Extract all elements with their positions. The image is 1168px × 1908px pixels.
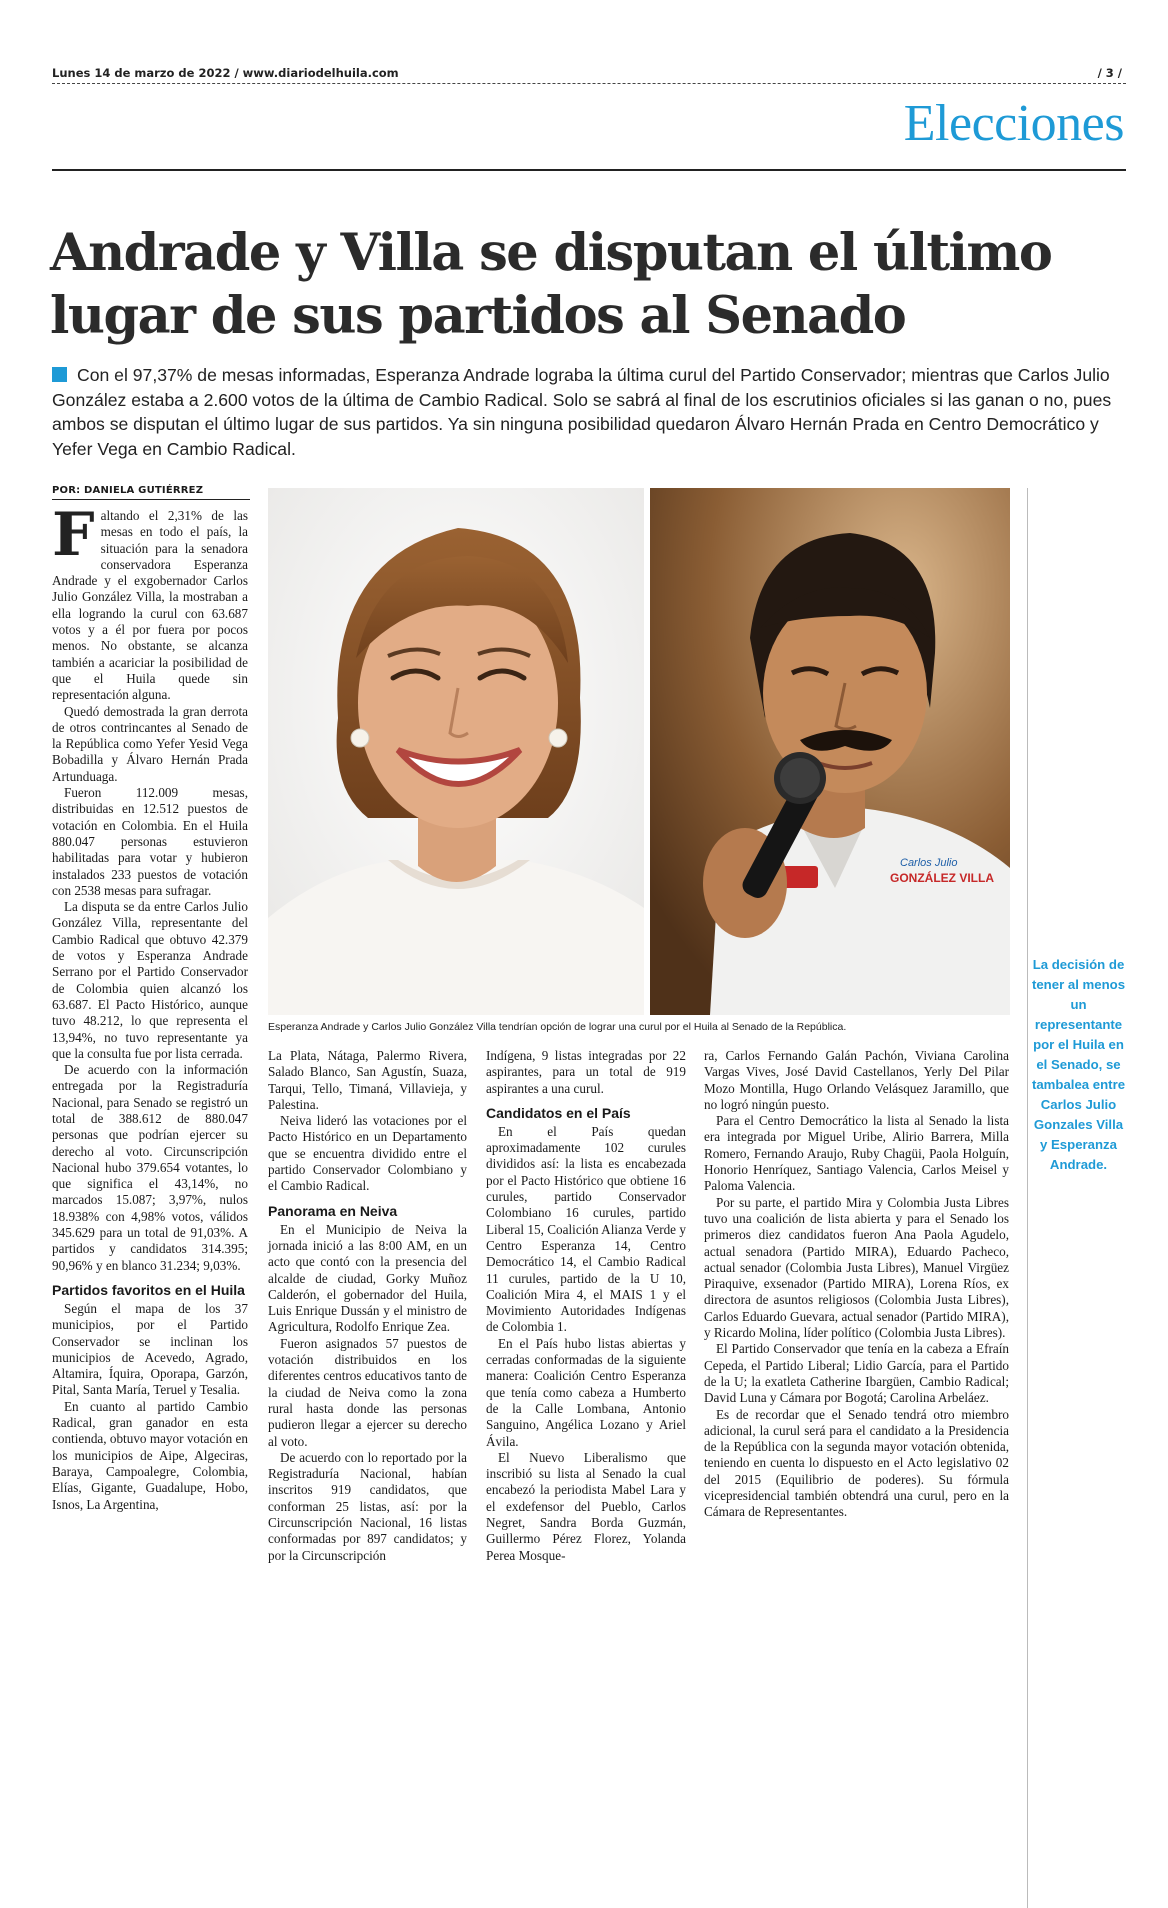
byline: POR: DANIELA GUTIÉRREZ	[52, 485, 250, 500]
paragraph: En el País hubo listas abiertas y cerradas conformadas de la siguiente manera: Coalición Centro Esperanza que tenía como cabeza a Humberto de la Calle Lombana, Antonio Sanguino, Angélica Lozano y Ariel Ávila.	[486, 1335, 686, 1449]
paragraph	[52, 500, 248, 704]
shirt-surname-text: GONZÁLEZ VILLA	[890, 871, 994, 885]
subheading-candidatos-pais: Candidatos en el País	[486, 1104, 631, 1121]
paragraph: Neiva lideró las votaciones por el Pacto Histórico en un Departamento que se encuentra dividido entre el partido Conservador Colombiano y el Cambio Radical.	[268, 1113, 467, 1194]
pull-quote: La decisión de tener al menos un representante por el Huila en el Senado, se tambalea entre Carlos Julio Gonzales Villa y Esperanza Andrade.	[1031, 957, 1126, 1172]
article-column-4	[704, 1048, 1009, 1521]
header-dashed-divider	[52, 83, 1126, 84]
header-meta: Lunes 14 de marzo de 2022 / www.diariodelhuila.com	[52, 66, 399, 80]
section-title: Elecciones	[903, 95, 1124, 152]
article-column-2	[268, 1048, 467, 1564]
subheading-panorama-neiva: Panorama en Neiva	[268, 1202, 398, 1219]
paragraph: El Nuevo Liberalismo que inscribió su lista al Senado la cual encabezó la periodista Mabel Lara y el exdefensor del Pueblo, Carlos Negret, Sandra Borda Guzmán, Guillermo Pérez Florez, Yolanda Perea Mosque-	[486, 1449, 686, 1563]
paragraph: Para el Centro Democrático la lista al Senado la lista era integrada por Miguel Uribe, Alirio Barrera, Milla Romero, Fernando Araujo, Ruby Chagüi, Paola Holguín, Honorio Henríquez, Santiago Valencia, Carlos Meisel y Paloma Valencia.	[704, 1113, 1009, 1194]
paragraph: La disputa se da entre Carlos Julio González Villa, representante del Cambio Radical que obtuvo 42.379 de votos y Esperanza Andrade Serrano por el Partido Conservador de Colombia quien alcanzó los 63.687. El Pacto Histórico, aunque tuvo 48.212, lo que representa el 13,94%, no tuvo representante ya que la consulta fue por lista cerrada.	[52, 899, 248, 1061]
paragraph: ra, Carlos Fernando Galán Pachón, Viviana Carolina Vargas Vives, José David Castellanos, Yerly Del Pilar Mozo Montilla, Hugo Orlando Velásquez Jaramillo, que no logró ningún puesto.	[704, 1048, 1009, 1112]
article-summary	[52, 363, 1128, 461]
photo-carlos-julio-gonzalez-villa	[650, 488, 1010, 1015]
paragraph: Quedó demostrada la gran derrota de otros contrincantes al Senado de la República como Yefer Yesid Vega Bobadilla y Álvaro Hernán Prada Artunduaga.	[52, 703, 248, 784]
portrait-man-illustration	[650, 488, 1010, 1015]
drop-cap: F	[52, 500, 95, 570]
article-column-1	[52, 500, 248, 1513]
paragraph: De acuerdo con lo reportado por la Registraduría Nacional, habían inscritos 919 candidatos, que conforman 25 listas, así: por la Circunscripción Nacional, 16 listas conformadas por 897 candidatos; y por la Circunscripción	[268, 1449, 467, 1563]
paragraph: La Plata, Nátaga, Palermo Rivera, Salado Blanco, San Agustín, Suaza, Tarqui, Tello, Timaná, Villavieja, y Palestina.	[268, 1048, 467, 1112]
photo-esperanza-andrade	[268, 488, 644, 1015]
paragraph: El Partido Conservador que tenía en la cabeza a Efraín Cepeda, el Partido Liberal; Lidio García, para el Partido de la U; la exatleta Catherine Ibargüen, Cambio Radical; David Luna y Cámara por Bogotá; Carolina Arbeláez.	[704, 1341, 1009, 1406]
paragraph: En el Municipio de Neiva la jornada inició a las 8:00 AM, en un acto que contó con la presencia del alcalde de ciudad, Gorky Muñoz Calderón, el gobernador del Huila, Luis Enrique Dussán y el ministro de Agricultura, Rodolfo Enrique Zea.	[268, 1221, 467, 1335]
page-number: / 3 /	[1097, 66, 1122, 80]
paragraph: Por su parte, el partido Mira y Colombia Justa Libres tuvo una coalición de lista abierta y para el Senado los primeros diez candidatos fueron Ana Paola Agudelo, actual senadora (Partido MIRA), Eduardo Pacheco, actual senador (Colombia Justa Libres), Manuel Virgüez Piraquive, exsenador (Partido MIRA), Lorena Ríos, ex directora de asuntos religiosos (Colombia Justa Libres), Carlos Eduardo Guevara, actual senador (Partido MIRA), y Ricardo Molina, líder político (Colombia Justa Libres).	[704, 1194, 1009, 1341]
photo-caption: Esperanza Andrade y Carlos Julio González Villa tendrían opción de lograr una curul por el Huila al Senado de la República.	[268, 1021, 847, 1033]
paragraph: De acuerdo con la información entregada por la Registraduría Nacional, para Senado se registró un total de 388.612 de 880.047 personas que podrían ejercer su derecho al voto. Circunscripción Nacional hubo 379.654 votantes, lo que significa el 43,14%, no marcados 15.087; 3,97%, nulos 18.938% con 4,98% votos, válidos 345.629 para un total de 91,03%. A partidos y candidatos 314.395; 90,96% y en blanco 31.234; 9,03%.	[52, 1062, 248, 1273]
summary-text: Con el 97,37% de mesas informadas, Esperanza Andrade lograba la última curul del Partido Conservador; mientras que Carlos Julio González estaba a 2.600 votos de la última de Cambio Radical. Solo se sabrá al final de los escrutinios oficiales si las ganan o no, pues ambos se disputan el último lugar de sus partidos. Ya sin ninguna posibilidad quedaron Álvaro Hernán Prada en Centro Democrático y Yefer Vega en Cambio Radical.	[52, 365, 1112, 459]
sidebar-divider	[1027, 488, 1028, 1908]
paragraph-text: altando el 2,31% de las mesas en todo el país, la situación para la senadora conservadora Esperanza Andrade y el exgobernador Carlos Julio González Villa, la mostraban a ella logrando la curul con 63.687 votos y a él por fuera por pocos menos. No obstante, se alcanza también a acariciar la posibilidad de que el Huila quede sin representación alguna.	[52, 508, 248, 703]
summary-square-icon	[52, 367, 67, 382]
section-divider	[52, 169, 1126, 171]
paragraph: Fueron asignados 57 puestos de votación distribuidos en los diferentes centros educativos tanto de la ciudad de Neiva como la zona rural hasta donde las personas pudieron llegar a ejercer su derecho al voto.	[268, 1335, 467, 1449]
subheading-partidos-favoritos: Partidos favoritos en el Huila	[52, 1281, 245, 1298]
paragraph: Indígena, 9 listas integradas por 22 aspirantes, para un total de 919 aspirantes a una curul.	[486, 1048, 686, 1096]
paragraph: Según el mapa de los 37 municipios, por el Partido Conservador se inclinan los municipios de Acevedo, Agrado, Altamira, Íquira, Oporapa, Garzón, Pital, Santa María, Teruel y Tesalia.	[52, 1300, 248, 1398]
paragraph: En cuanto al partido Cambio Radical, gran ganador en esta contienda, obtuvo mayor votación en los municipios de Aipe, Algeciras, Baraya, Campoalegre, Colombia, Elías, Gigante, Guadalupe, Hobo, Isnos, La Argentina,	[52, 1398, 248, 1512]
article-headline: Andrade y Villa se disputan el último lugar de sus partidos al Senado	[50, 223, 1052, 346]
paragraph: En el País quedan aproximadamente 102 curules divididos así: la lista es encabezada por el Pacto Histórico que obtiene 16 curules, partido Conservador Colombiano 16 curules, partido Liberal 15, Coalición Alianza Verde y Centro Esperanza 14, Centro Democrático 14, el Cambio Radical 11 curules, partido de la U 10, Coalición Mira 4, el MAIS 1 y el Movimiento Autoridades Indígenas de Colombia 1.	[486, 1123, 686, 1335]
portrait-woman-illustration	[268, 488, 644, 1015]
shirt-name-text: Carlos Julio	[900, 857, 958, 869]
paragraph: Es de recordar que el Senado tendrá otro miembro adicional, la curul será para el candidato a la Presidencia de la República con la segunda mayor votación obtenida, teniendo en cuenta lo dispuesto en el Acto legislativo 02 del 2015 (Equilibrio de poderes). Su fórmula vicepresidencial también obtendrá una curul, pero en la Cámara de Representantes.	[704, 1406, 1009, 1520]
paragraph: Fueron 112.009 mesas, distribuidas en 12.512 puestos de votación en Colombia. En el Huila 880.047 personas estuvieron habilitadas para votar y hubieron instalados 233 puestos de votación con 2538 mesas para sufragar.	[52, 785, 248, 898]
article-column-3	[486, 1048, 686, 1564]
